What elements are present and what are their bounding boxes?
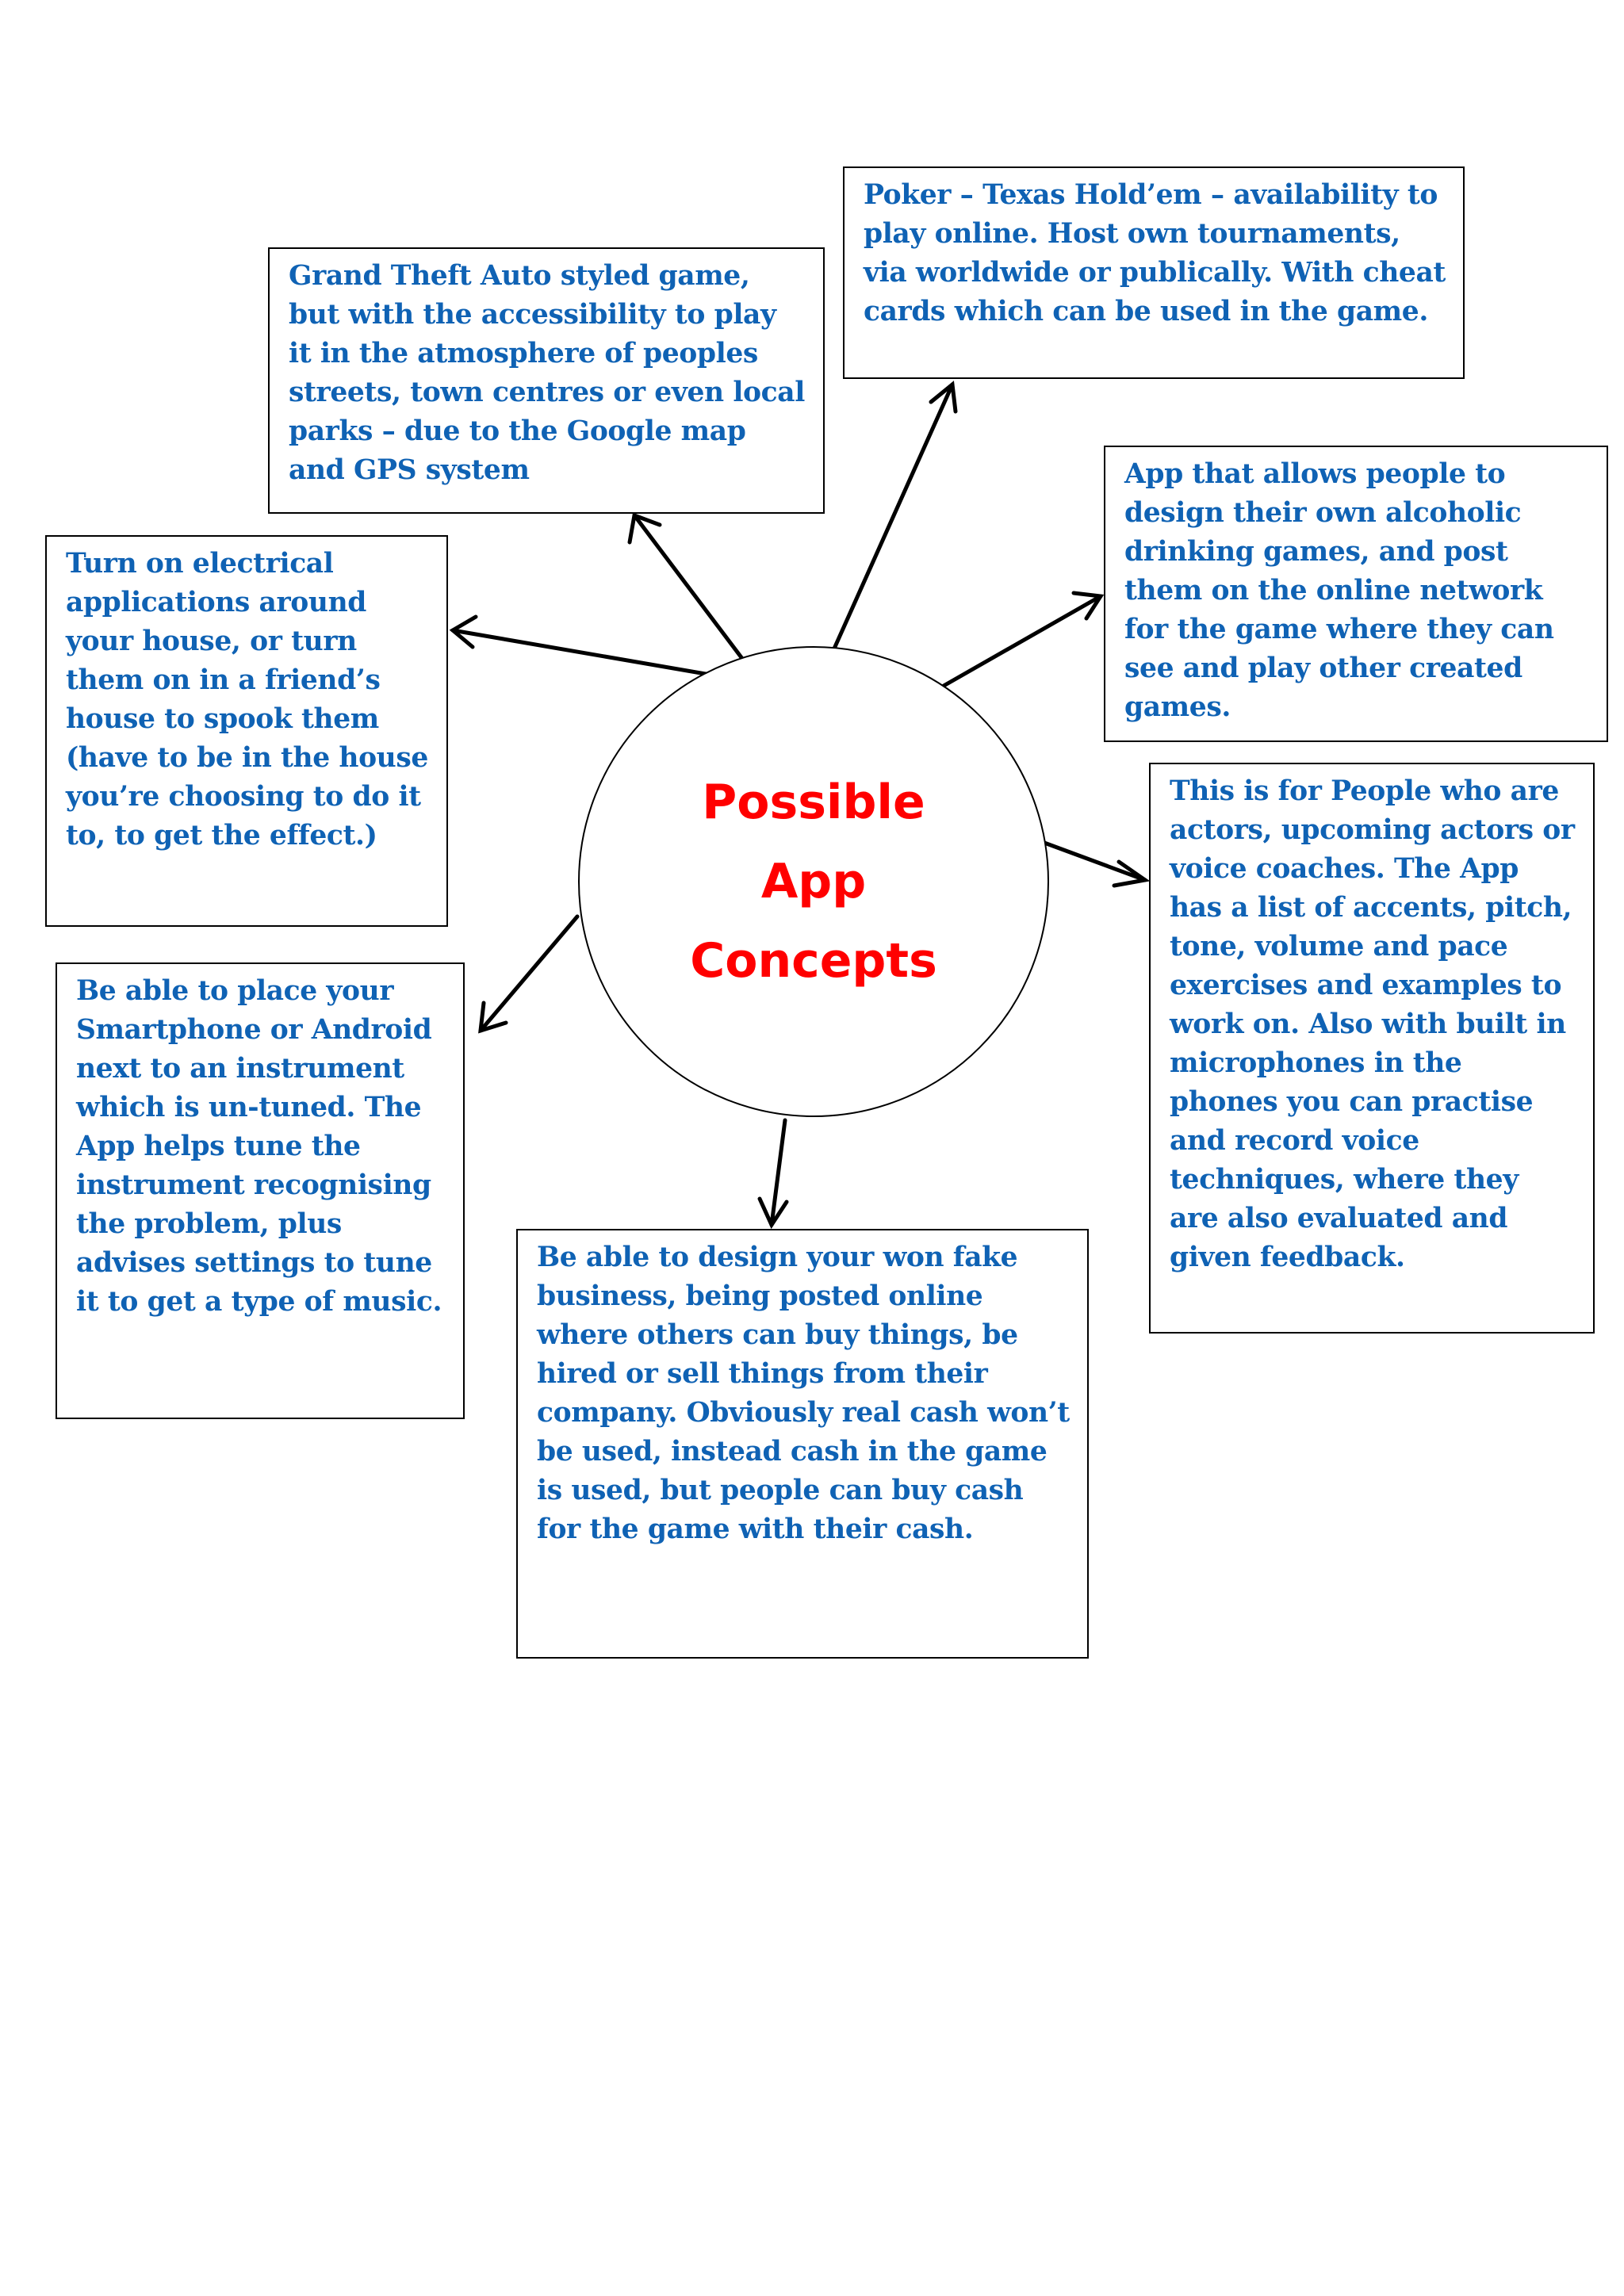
concept-box-drinking-games — [1104, 446, 1608, 742]
concept-box-instrument-tuner — [56, 962, 465, 1419]
concept-box-home-spook — [45, 535, 448, 927]
center-hub — [578, 646, 1049, 1117]
concept-text: Poker – Texas Hold’em – availability to play online. Host own tournaments, via worldwide or publically. With cheat cards which can be used in the game. — [864, 179, 1446, 327]
concept-text: Grand Theft Auto styled game, but with the accessibility to play it in the atmosphere of peoples streets, town centres or even local parks – due to the Google map and GPS system — [289, 260, 805, 486]
concept-text: Be able to design your won fake business, being posted online where others can buy things, be hired or sell things from their company. Obviously real cash won’t be used, instead cash in the game is used, but people can buy cash for the game with their cash. — [537, 1242, 1070, 1545]
concept-text: App that allows people to design their own alcoholic drinking games, and post them on the online network for the game where they can see and play other created games. — [1124, 458, 1554, 723]
arrow-to-tuner — [481, 916, 577, 1031]
concept-box-fake-business — [516, 1229, 1089, 1659]
arrow-to-actors — [1044, 843, 1145, 880]
arrow-to-drinking — [944, 596, 1101, 686]
concept-text: This is for People who are actors, upcoming actors or voice coaches. The App has a list of accents, pitch, tone, volume and pace exercises and examples to work on. Also with built in microphones in the phones you can practise and record voice techniques, where they are also evaluated and given feedback. — [1170, 775, 1575, 1273]
concept-box-actors — [1149, 763, 1595, 1334]
concept-text: Be able to place your Smartphone or Android next to an instrument which is un-tuned. The App helps tune the instrument recognising the problem, plus advises settings to tune it to get a type of music. — [76, 975, 442, 1318]
arrow-to-gta — [634, 515, 743, 660]
concept-text: Turn on electrical applications around your house, or turn them on in a friend’s house to spook them (have to be in the house you’re choosing to do it to, to get the effect.) — [66, 548, 428, 851]
arrow-to-spook — [453, 630, 706, 674]
center-title-line: App — [760, 854, 867, 909]
arrow-to-poker — [834, 385, 952, 649]
center-title-line: Concepts — [690, 933, 937, 989]
center-title-line: Possible — [702, 775, 925, 830]
concept-box-gta — [268, 247, 825, 514]
concept-box-poker — [843, 166, 1465, 379]
